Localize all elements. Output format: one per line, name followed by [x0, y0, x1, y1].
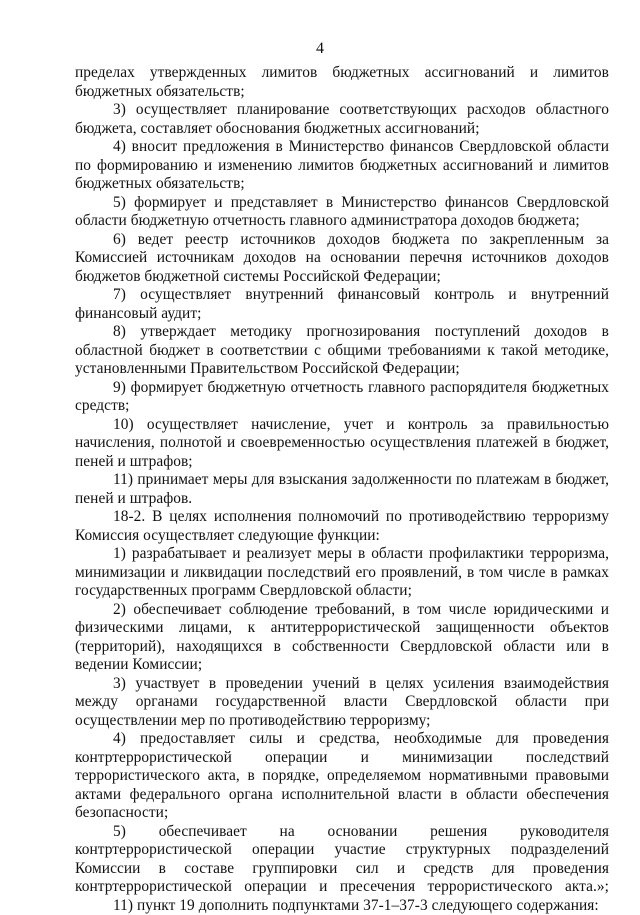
paragraph-item-7: 7) осуществляет внутренний финансовый контроль и внутренний финансовый аудит; — [75, 286, 609, 323]
page-number: 4 — [0, 39, 640, 59]
paragraph-section-18-2: 18-2. В целях исполнения полномочий по противодействию терроризму Комиссия осуществляет следующие функции: — [75, 508, 609, 545]
paragraph-function-3: 3) участвует в проведении учений в целях усиления взаимодействия между органами государственной власти Свердловской области при осуществлении мер по противодействию терроризму; — [75, 675, 609, 731]
paragraph-item-8: 8) утверждает методику прогнозирования поступлений доходов в областной бюджет в соответствии с общими требованиями к такой методике, установленными Правительством Российской Федерации; — [75, 323, 609, 379]
paragraph-item-9: 9) формирует бюджетную отчетность главного распорядителя бюджетных средств; — [75, 379, 609, 416]
paragraph-function-4: 4) предоставляет силы и средства, необходимые для проведения контртеррористической операции и минимизации последствий террористического акта, в порядке, определяемом нормативными правовыми актами федерального органа исполнительной власти в области обеспечения безопасности; — [75, 730, 609, 823]
paragraph-function-2: 2) обеспечивает соблюдение требований, в том числе юридическими и физическими лицами, к антитеррористической защищенности объектов (территорий), находящихся в собственности Свердловской области или в ведении Комиссии; — [75, 601, 609, 675]
paragraph-amendment-11: 11) пункт 19 дополнить подпунктами 37-1–37-3 следующего содержания: — [75, 897, 609, 915]
paragraph-item-11: 11) принимает меры для взыскания задолженности по платежам в бюджет, пеней и штрафов. — [75, 471, 609, 508]
paragraph-continuation: пределах утвержденных лимитов бюджетных ассигнований и лимитов бюджетных обязательств; — [75, 64, 609, 101]
paragraph-item-3: 3) осуществляет планирование соответствующих расходов областного бюджета, составляет обоснования бюджетных ассигнований; — [75, 101, 609, 138]
paragraph-item-4: 4) вносит предложения в Министерство финансов Свердловской области по формированию и изменению лимитов бюджетных ассигнований и лимитов бюджетных обязательств; — [75, 138, 609, 194]
paragraph-item-5: 5) формирует и представляет в Министерство финансов Свердловской области бюджетную отчетность главного администратора доходов бюджета; — [75, 194, 609, 231]
paragraph-item-6: 6) ведет реестр источников доходов бюджета по закрепленным за Комиссией источникам доходов на основании перечня источников доходов бюджетов бюджетной системы Российской Федерации; — [75, 231, 609, 287]
paragraph-function-1: 1) разрабатывает и реализует меры в области профилактики терроризма, минимизации и ликвидации последствий его проявлений, в том числе в рамках государственных программ Свердловской области; — [75, 545, 609, 601]
document-body — [75, 64, 609, 915]
paragraph-item-10: 10) осуществляет начисление, учет и контроль за правильностью начисления, полнотой и своевременностью осуществления платежей в бюджет, пеней и штрафов; — [75, 416, 609, 472]
paragraph-function-5: 5) обеспечивает на основании решения руководителя контртеррористической операции участие структурных подразделений Комиссии в составе группировки сил и средств для проведения контртеррористической операции и пресечения террористического акта.»; — [75, 823, 609, 897]
